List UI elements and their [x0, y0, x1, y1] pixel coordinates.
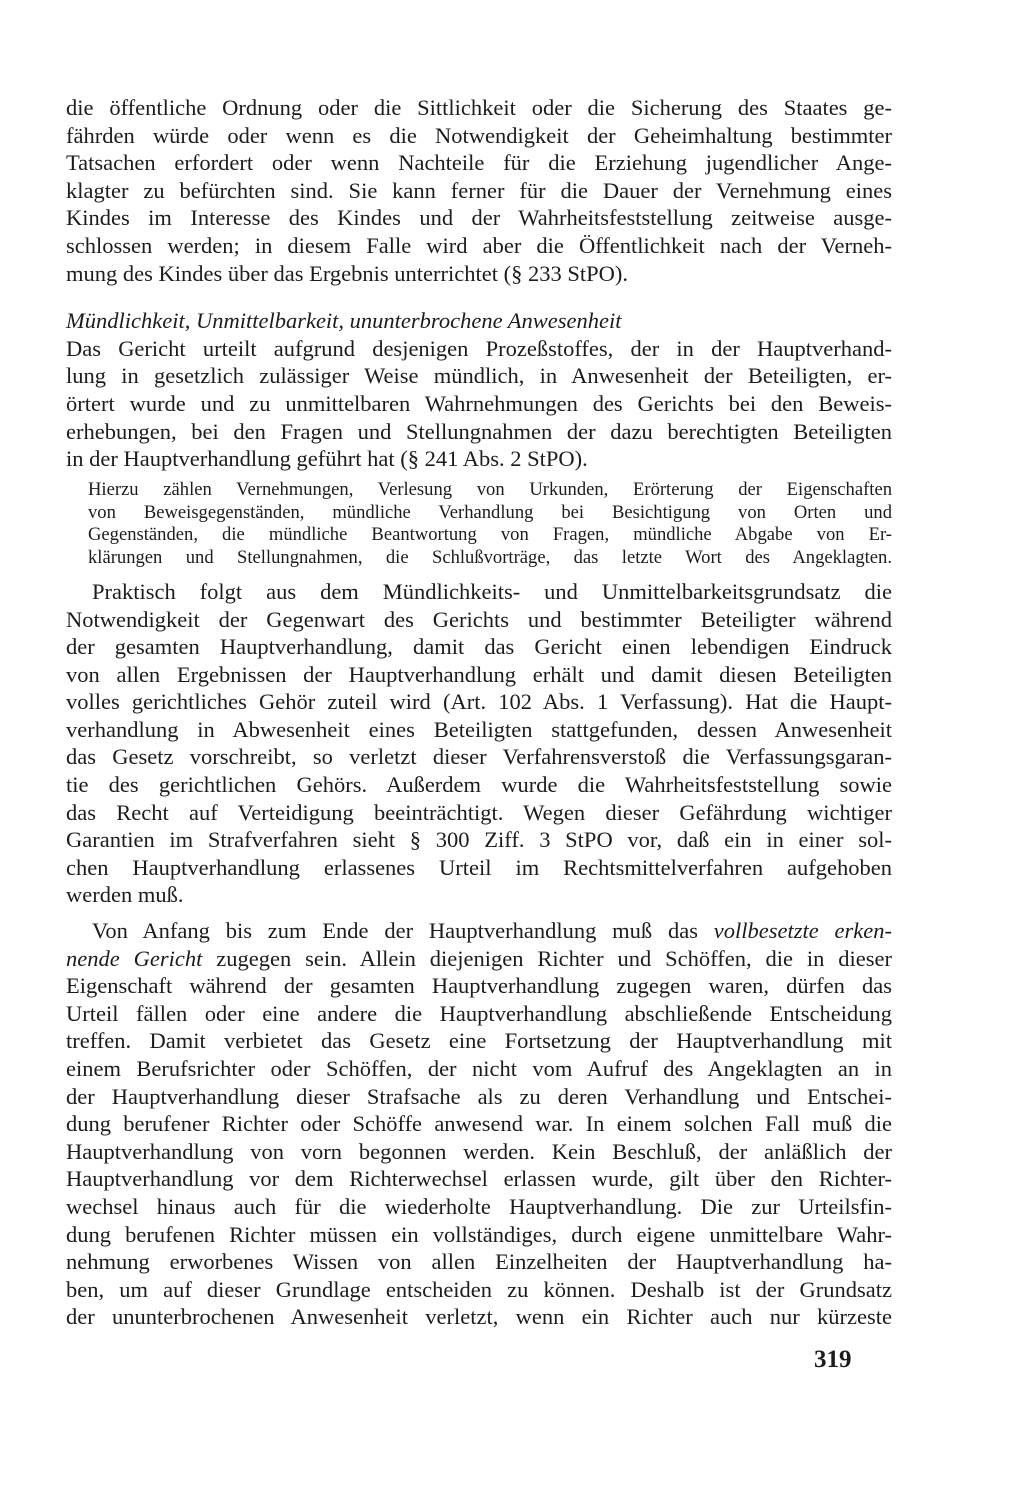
text-line: tie des gerichtlichen Gehörs. Außerdem wurde die Wahrheitsfeststellung sowie	[66, 772, 892, 798]
text-line: schlossen werden; in diesem Falle wird aber die Öffentlichkeit nach der Verneh-	[66, 232, 892, 258]
text-line: das Recht auf Verteidigung beeinträchtigt. Wegen dieser Gefährdung wichtiger	[66, 799, 892, 825]
text-line: Eigenschaft während der gesamten Hauptverhandlung zugegen waren, dürfen das	[66, 973, 892, 999]
section-heading: Mündlichkeit, Unmittelbarkeit, ununterbrochene Anwesenheit	[66, 308, 622, 334]
paragraph-prozessstoff	[66, 335, 892, 473]
text-line: örtert wurde und zu unmittelbaren Wahrnehmungen des Gerichts bei den Beweis-	[66, 390, 892, 416]
text-line: der Hauptverhandlung dieser Strafsache als zu deren Verhandlung und Entschei-	[66, 1083, 892, 1109]
text-line: der ununterbrochenen Anwesenheit verletzt, wenn ein Richter auch nur kürzeste	[66, 1304, 892, 1330]
emphasis-text: nende Gericht	[66, 945, 203, 971]
text-line: Garantien im Strafverfahren sieht § 300 Ziff. 3 StPO vor, daß ein in einer sol-	[66, 827, 892, 853]
note-line: Gegenständen, die mündliche Beantwortung von Fragen, mündliche Abgabe von Er-	[88, 524, 892, 546]
note-line: von Beweisgegenständen, mündliche Verhandlung bei Besichtigung von Orten und	[88, 501, 892, 523]
text-line: Hauptverhandlung vor dem Richterwechsel erlassen wurde, gilt über den Richter-	[66, 1166, 892, 1192]
text-line	[66, 945, 892, 973]
text-line: das Gesetz vorschreibt, so verletzt dieser Verfahrensverstoß die Verfassungsgaran-	[66, 744, 892, 770]
text-line: in der Hauptverhandlung geführt hat (§ 241 Abs. 2 StPO).	[66, 446, 588, 472]
text-line: verhandlung in Abwesenheit eines Beteiligten stattgefunden, dessen Anwesenheit	[66, 716, 892, 742]
text-line: werden muß.	[66, 882, 184, 908]
note-line: Hierzu zählen Vernehmungen, Verlesung von Urkunden, Erörterung der Eigenschaften	[88, 478, 892, 500]
paragraph-oeffentlichkeit	[66, 94, 892, 287]
text-line: Tatsachen erfordert oder wenn Nachteile für die Erziehung jugendlicher Ange-	[66, 150, 892, 176]
page-number: 319	[814, 1346, 852, 1373]
text-line: der gesamten Hauptverhandlung, damit das Gericht einen lebendigen Eindruck	[66, 634, 892, 660]
text-line: ben, um auf dieser Grundlage entscheiden zu können. Deshalb ist der Grundsatz	[66, 1276, 892, 1302]
text-line: die öffentliche Ordnung oder die Sittlichkeit oder die Sicherung des Staates ge-	[66, 95, 892, 120]
text-line: nehmung erworbenes Wissen von allen Einzelheiten der Hauptverhandlung ha-	[66, 1249, 892, 1275]
note-block	[88, 479, 892, 570]
text-line: lung in gesetzlich zulässiger Weise mündlich, in Anwesenheit der Beteiligten, er-	[66, 363, 892, 389]
text-line: erhebungen, bei den Fragen und Stellungnahmen der dazu berechtigten Beteiligten	[66, 418, 892, 444]
emphasis-text: vollbesetzte erken-	[713, 918, 892, 944]
text-line: einem Berufsrichter oder Schöffen, der nicht vom Aufruf des Angeklagten an in	[66, 1056, 892, 1081]
text-line: Urteil fällen oder eine andere die Hauptverhandlung abschließende Entscheidung	[66, 1000, 892, 1026]
text-line	[66, 917, 892, 945]
text-line: von allen Ergebnissen der Hauptverhandlung erhält und damit diesen Beteiligten	[66, 661, 892, 687]
page-body	[66, 94, 892, 1331]
text-line: Kindes im Interesse des Kindes und der Wahrheitsfeststellung zeitweise ausge-	[66, 205, 892, 231]
text-line: dung berufenen Richter müssen ein vollständiges, durch eigene unmittelbare Wahr-	[66, 1221, 892, 1247]
paragraph-vollbesetzt	[66, 917, 892, 1331]
text-line: chen Hauptverhandlung erlassenes Urteil im Rechtsmittelverfahren aufgehoben	[66, 854, 892, 880]
text-line: Hauptverhandlung von vorn begonnen werden. Kein Beschluß, der anläßlich der	[66, 1138, 892, 1164]
text-line: dung berufener Richter oder Schöffe anwesend war. In einem solchen Fall muß die	[66, 1111, 892, 1137]
text-line: mung des Kindes über das Ergebnis unterrichtet (§ 233 StPO).	[66, 260, 628, 286]
text-line: klagter zu befürchten sind. Sie kann ferner für die Dauer der Vernehmung eines	[66, 177, 892, 203]
text-run: zugegen sein. Allein diejenigen Richter und Schöffen, die in dieser	[202, 945, 892, 971]
text-line: Praktisch folgt aus dem Mündlichkeits- und Unmittelbarkeitsgrundsatz die	[92, 578, 892, 604]
text-line: Notwendigkeit der Gegenwart des Gerichts und bestimmter Beteiligter während	[66, 606, 892, 632]
text-line: volles gerichtliches Gehör zuteil wird (Art. 102 Abs. 1 Verfassung). Hat die Haupt-	[66, 689, 892, 715]
text-line: treffen. Damit verbietet das Gesetz eine Fortsetzung der Hauptverhandlung mit	[66, 1028, 892, 1054]
text-run: Von Anfang bis zum Ende der Hauptverhandlung muß das	[92, 918, 714, 944]
text-line: Das Gericht urteilt aufgrund desjenigen Prozeßstoffes, der in der Hauptverhand-	[66, 335, 892, 361]
paragraph-gap	[66, 909, 892, 917]
text-line: wechsel hinaus auch für die wiederholte Hauptverhandlung. Die zur Urteilsfin-	[66, 1193, 892, 1219]
note-line: klärungen und Stellungnahmen, die Schlußvorträge, das letzte Wort des Angeklagten.	[88, 547, 892, 569]
text-line: fährden würde oder wenn es die Notwendigkeit der Geheimhaltung bestimmter	[66, 122, 892, 148]
paragraph-praktisch	[66, 578, 892, 909]
